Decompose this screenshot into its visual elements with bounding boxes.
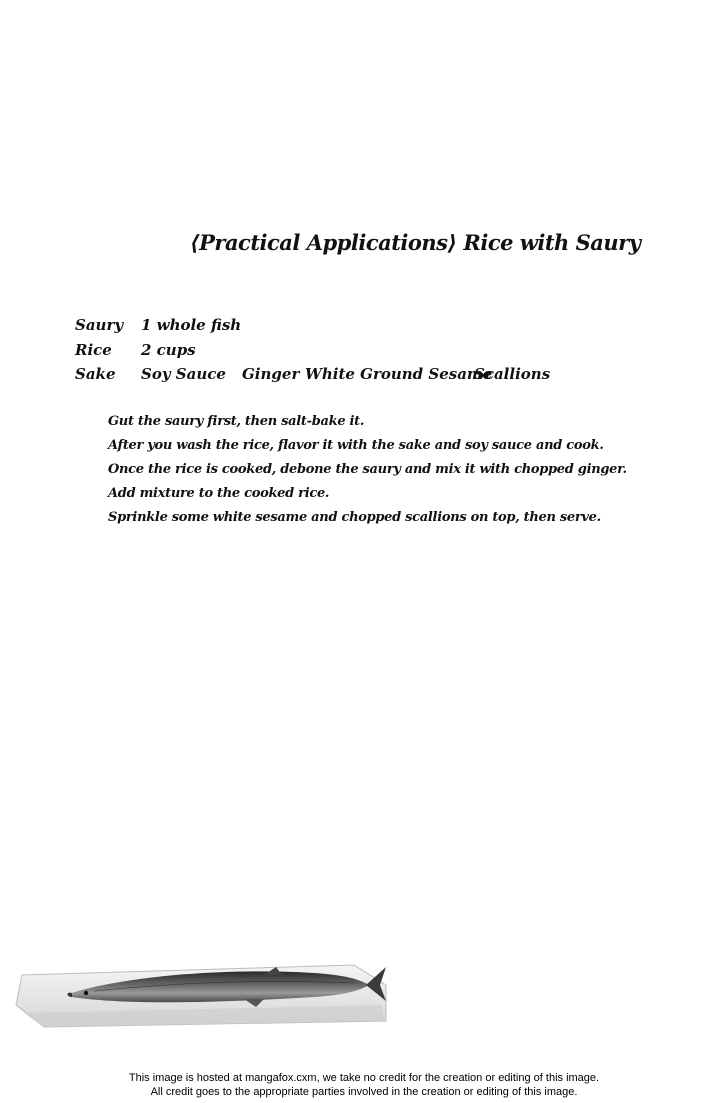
ingredient-soy-sauce: Soy Sauce (141, 365, 226, 383)
recipe-step: Sprinkle some white sesame and chopped scallions on top, then serve. (108, 510, 601, 525)
recipe-step: After you wash the rice, flavor it with the sake and soy sauce and cook. (108, 438, 604, 453)
recipe-step: Once the rice is cooked, debone the saury and mix it with chopped ginger. (108, 462, 627, 477)
credit-line-1: This image is hosted at mangafox.cxm, we take no credit for the creation or editing of this image. (128, 1072, 600, 1084)
ingredient-ginger: Ginger (242, 365, 300, 383)
recipe-step: Gut the saury first, then salt-bake it. (108, 414, 365, 429)
ingredient-amount-rice: 2 cups (141, 341, 196, 359)
credit-line-2: All credit goes to the appropriate parties involved in the creation or editing of this image. (150, 1086, 578, 1098)
ingredient-sesame: White Ground Sesame (305, 365, 493, 383)
saury-fish-illustration (14, 955, 389, 1035)
ingredient-scallions: Scallions (474, 365, 551, 383)
ingredient-name-rice: Rice (75, 341, 112, 359)
saury-on-plate-image (14, 955, 389, 1035)
recipe-step: Add mixture to the cooked rice. (108, 486, 330, 501)
recipe-title: ⟨Practical Applications⟩ Rice with Saury (190, 230, 641, 255)
ingredient-amount-saury: 1 whole fish (141, 316, 242, 334)
ingredient-sake: Sake (75, 365, 116, 383)
ingredient-name-saury: Saury (75, 316, 124, 334)
